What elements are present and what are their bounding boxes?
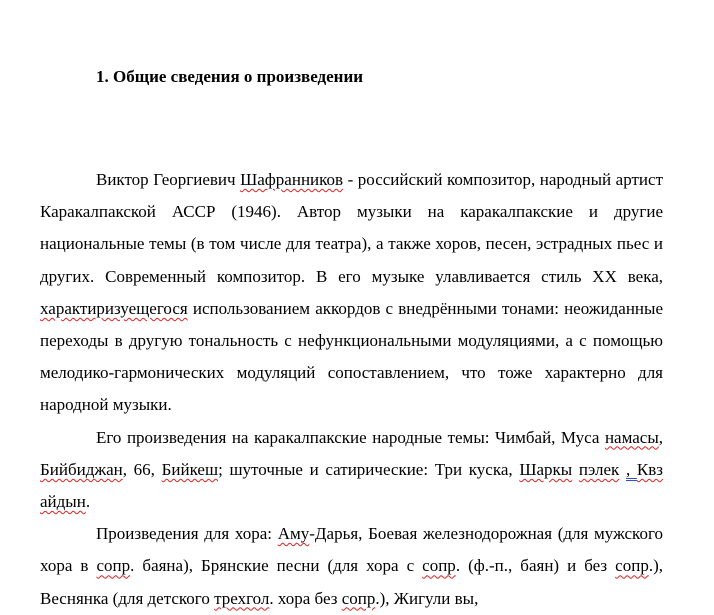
text-run: Его произведения на каракалпакские народные темы: Чимбай, Муса xyxy=(96,427,605,447)
misspelled-word: характиризуещегося xyxy=(40,298,188,318)
misspelled-word: Бийкеш xyxy=(161,459,219,479)
text-run: . (ф.-п., баян) и без xyxy=(455,556,616,576)
text-run: , xyxy=(658,427,663,447)
paragraph-karakalpak-works xyxy=(40,422,663,519)
section-heading: 1. Общие сведения о произведении xyxy=(96,67,364,86)
text-run: . хора без xyxy=(269,588,342,608)
text-run: -Дарья, Боевая железнодорожная (для мужского хора в xyxy=(40,524,663,576)
misspelled-word: сопр xyxy=(341,588,376,608)
text-run xyxy=(572,460,579,479)
grammar-flag: , xyxy=(625,459,637,479)
misspelled-word: Бийбиджан xyxy=(40,459,123,479)
paragraph-biography xyxy=(40,164,663,422)
misspelled-word: трехгол xyxy=(214,588,270,608)
paragraph-choral-works xyxy=(40,518,663,615)
misspelled-word: сопр xyxy=(615,556,649,576)
misspelled-word: Квз xyxy=(636,459,664,479)
document-body xyxy=(40,164,663,615)
text-run: .), Жигули вы, xyxy=(375,588,479,608)
text-run: , 66, xyxy=(122,459,162,479)
text-run: Произведения для хора: xyxy=(96,524,278,544)
misspelled-word: Шафранников xyxy=(240,170,344,189)
text-run: использованием аккордов с внедрёнными тонами: неожиданные переходы в другую тональность с нефункциональными модуляциями, а с помощью мелодико-гармонических модуляций сопоставлением, что тоже характерно для народной музыки. xyxy=(40,298,663,415)
misspelled-word: пэлек xyxy=(578,459,620,479)
misspelled-word: намасы xyxy=(604,427,659,447)
text-run: .), Веснянка (для детского xyxy=(40,556,663,608)
text-run: - российский композитор, народный артист Каракалпакской АССР (1946). Автор музыки на каракалпакские и другие национальные темы (в том числе для театра), а также хоров, песен, эстрадных пьес и других. Современный композитор. В его музыке улавливается стиль XX века, xyxy=(40,170,663,286)
text-run: Виктор Георгиевич xyxy=(96,170,241,189)
misspelled-word: сопр xyxy=(96,556,131,576)
misspelled-word: сопр xyxy=(422,556,456,576)
misspelled-word: Аму xyxy=(277,524,310,544)
text-run xyxy=(619,460,626,479)
text-run: . xyxy=(85,492,91,512)
text-run: . баяна), Брянские песни (для хора с xyxy=(130,556,423,576)
misspelled-word: айдын xyxy=(40,492,86,512)
misspelled-word: Шаркы xyxy=(519,459,573,479)
text-run: ; шуточные и сатирические: Три куска, xyxy=(218,459,520,479)
